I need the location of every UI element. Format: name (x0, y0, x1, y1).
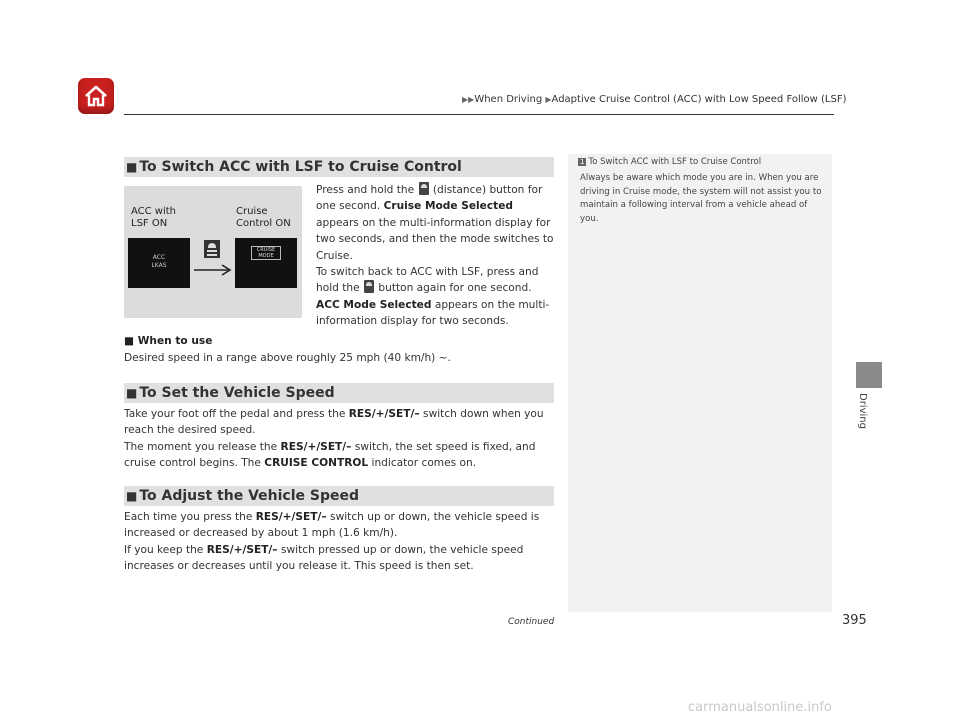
chapter-tab[interactable] (856, 362, 882, 388)
adjust-speed-text: Each time you press the RES/+/SET/– switch up or down, the vehicle speed is increased or decreased by about 1 mph (1.6 km/h). If you keep the RES/+/SET/– switch pressed up or down, the vehicle speed increases or decreases until you release it. This speed is then set. (124, 511, 540, 573)
distance-button-icon (364, 280, 374, 293)
breadcrumb-item[interactable]: Adaptive Cruise Control (ACC) with Low Speed Follow (LSF) (551, 94, 847, 105)
breadcrumb (462, 94, 846, 105)
mode-diagram (124, 186, 302, 318)
arrow-right-icon (192, 262, 234, 278)
reference-number-badge: 1 (580, 158, 585, 166)
display-cruise-screen: CRUISE MODE (235, 238, 297, 288)
breadcrumb-item[interactable]: When Driving (474, 94, 543, 105)
section-heading (124, 486, 554, 506)
distance-button-icon (204, 240, 220, 258)
breadcrumb-arrow-icon: ▶▶ (462, 95, 475, 104)
display-acc-screen: ACC LKAS (128, 238, 190, 288)
diagram-label-cruise: Cruise Control ON (236, 206, 291, 229)
chapter-tab-label: Driving (857, 393, 868, 429)
continued-label: Continued (508, 617, 555, 627)
watermark: carmanualsonline.info (688, 700, 832, 715)
header-divider (124, 114, 834, 115)
subheading-when-to-use: ■ When to use (124, 335, 213, 347)
distance-button-icon (419, 182, 429, 195)
square-bullet-icon: ■ (126, 386, 138, 400)
home-button[interactable] (78, 78, 114, 114)
section-heading (124, 157, 554, 177)
set-speed-text: Take your foot off the pedal and press the RES/+/SET/– switch down when you reach the desired speed. The moment you release the RES/+/SET/– switch, the set speed is fixed, and cruise control begins. The CRUISE CONTROL indicator comes on. (124, 408, 544, 470)
sidebar-note-title[interactable]: 1 To Switch ACC with LSF to Cruise Control (580, 157, 762, 167)
breadcrumb-arrow-icon: ▶ (545, 95, 552, 104)
section-heading (124, 383, 554, 403)
section-heading-text: To Switch ACC with LSF to Cruise Control (139, 159, 462, 175)
sidebar-note-body: Always be aware which mode you are in. When you are driving in Cruise mode, the system will not assist you to maintain a following interval from a vehicle ahead of you. (580, 173, 822, 224)
section-heading-text: To Set the Vehicle Speed (139, 385, 335, 401)
home-icon (83, 84, 109, 108)
switch-instructions: Press and hold the (distance) button for one second. Cruise Mode Selected appears on the multi-information display for two seconds, and then the mode switches to Cruise. To switch back to ACC with LSF, press and hold the button again for one second. ACC Mode Selected appears on the multi-information display for two seconds. (316, 184, 554, 328)
diagram-label-acc: ACC with LSF ON (131, 206, 177, 229)
section-heading-text: To Adjust the Vehicle Speed (139, 488, 359, 504)
square-bullet-icon: ■ (126, 160, 138, 174)
when-to-use-text: Desired speed in a range above roughly 25 mph (40 km/h) ~. (124, 352, 451, 364)
square-bullet-icon: ■ (124, 335, 135, 347)
square-bullet-icon: ■ (126, 489, 138, 503)
page-number: 395 (842, 613, 867, 628)
